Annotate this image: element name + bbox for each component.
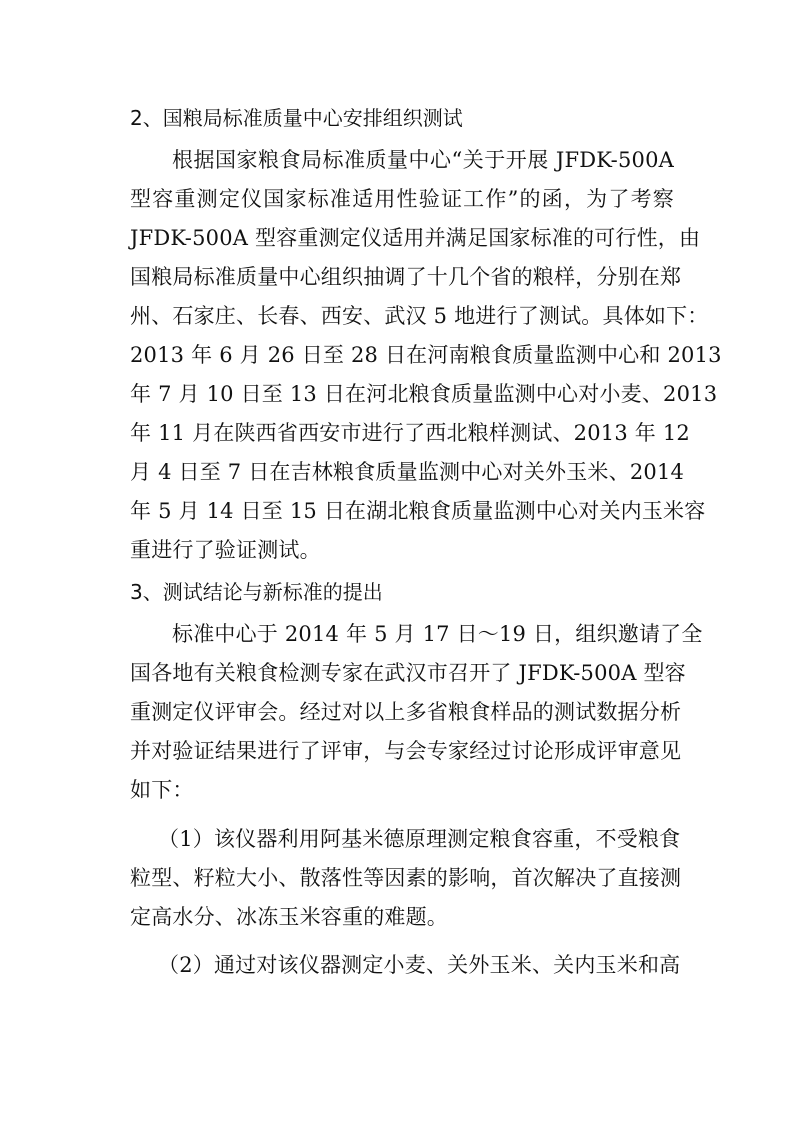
paragraph-line: 年 11 月在陕西省西安市进行了西北粮样测试、2013 年 12 <box>130 421 690 445</box>
paragraph-line: 国粮局标准质量中心组织抽调了十几个省的粮样，分别在郑 <box>130 265 682 289</box>
list-item-line: 定高水分、冰冻玉米容重的难题。 <box>130 905 448 929</box>
section-3-heading: 3、测试结论与新标准的提出 <box>130 580 383 604</box>
paragraph-line: 如下： <box>130 778 194 802</box>
paragraph-line: 国各地有关粮食检测专家在武汉市召开了 JFDK-500A 型容 <box>130 661 686 685</box>
paragraph-line: 2013 年 6 月 26 日至 28 日在河南粮食质量监测中心和 2013 <box>130 343 722 367</box>
paragraph-line: 年 5 月 14 日至 15 日在湖北粮食质量监测中心对关内玉米容 <box>130 499 706 523</box>
list-item-line: （1）该仪器利用阿基米德原理测定粮食容重，不受粮食 <box>158 827 681 851</box>
section-2-heading: 2、国粮局标准质量中心安排组织测试 <box>130 106 463 130</box>
paragraph-line: 标准中心于 2014 年 5 月 17 日～19 日，组织邀请了全 <box>172 622 703 646</box>
list-item-line: 粒型、籽粒大小、散落性等因素的影响，首次解决了直接测 <box>130 866 682 890</box>
paragraph-line: 年 7 月 10 日至 13 日在河北粮食质量监测中心对小麦、2013 <box>130 382 718 406</box>
paragraph-line: 州、石家庄、长春、西安、武汉 5 地进行了测试。具体如下： <box>130 304 709 328</box>
paragraph-line: 重进行了验证测试。 <box>130 538 321 562</box>
list-item-line: （2）通过对该仪器测定小麦、关外玉米、关内玉米和高 <box>158 953 681 977</box>
paragraph-line: 型容重测定仪国家标准适用性验证工作”的函，为了考察 <box>130 187 674 211</box>
paragraph-line: 并对验证结果进行了评审，与会专家经过讨论形成评审意见 <box>130 739 682 763</box>
paragraph-line: 重测定仪评审会。经过对以上多省粮食样品的测试数据分析 <box>130 700 682 724</box>
paragraph-line: 月 4 日至 7 日在吉林粮食质量监测中心对关外玉米、2014 <box>130 460 685 484</box>
paragraph-line: 根据国家粮食局标准质量中心“关于开展 JFDK-500A <box>172 148 674 172</box>
paragraph-line: JFDK-500A 型容重测定仪适用并满足国家标准的可行性，由 <box>130 226 701 250</box>
